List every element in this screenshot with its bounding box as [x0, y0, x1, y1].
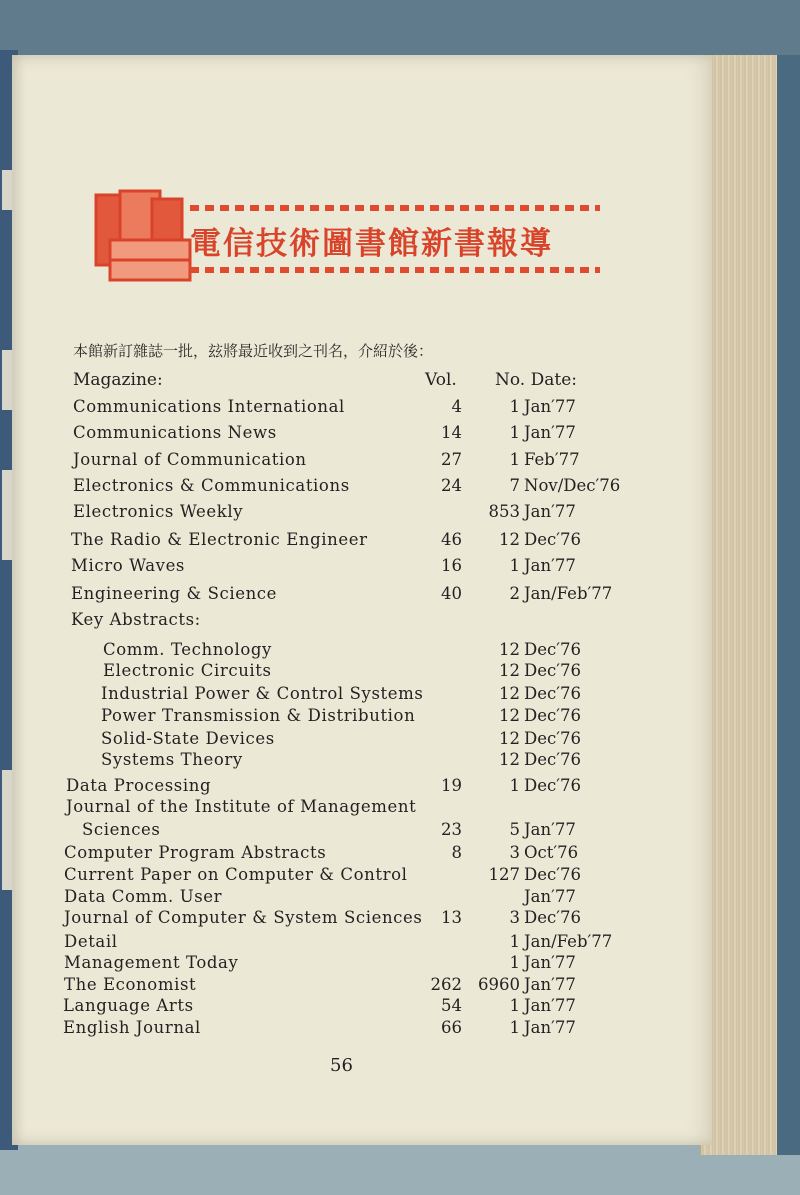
- magazine-name: Electronic Circuits: [103, 661, 272, 680]
- magazine-row: [0, 843, 800, 867]
- magazine-row: [0, 423, 800, 447]
- dashed-border-bottom: [190, 267, 600, 273]
- issue-number: 3: [509, 843, 520, 862]
- issue-number: 1: [509, 397, 520, 416]
- magazine-row: [0, 502, 800, 526]
- magazine-name: Data Processing: [66, 776, 212, 795]
- magazine-name: Sciences: [82, 820, 161, 839]
- issue-number: 1: [509, 556, 520, 575]
- magazine-name: Journal of the Institute of Management: [66, 797, 417, 816]
- magazine-name: Detail: [64, 932, 118, 951]
- issue-number: 1: [509, 953, 520, 972]
- issue-date: Jan′77: [524, 423, 576, 442]
- issue-number: 1: [509, 1018, 520, 1037]
- magazine-name: The Radio & Electronic Engineer: [71, 530, 368, 549]
- volume-number: 27: [441, 450, 462, 469]
- issue-number: 12: [499, 750, 520, 769]
- issue-number: 12: [499, 640, 520, 659]
- magazine-name: Computer Program Abstracts: [64, 843, 327, 862]
- issue-date: Dec′76: [524, 776, 581, 795]
- magazine-row: [0, 584, 800, 608]
- backdrop-top: [0, 0, 800, 60]
- magazine-name: Language Arts: [63, 996, 194, 1015]
- issue-date: Jan′77: [524, 502, 576, 521]
- magazine-name: Electronics & Communications: [73, 476, 350, 495]
- issue-number: 853: [488, 502, 520, 521]
- issue-number: 1: [509, 450, 520, 469]
- issue-number: 12: [499, 706, 520, 725]
- magazine-name: Systems Theory: [101, 750, 243, 769]
- magazine-name: Power Transmission & Distribution: [101, 706, 416, 725]
- volume-number: 19: [441, 776, 462, 795]
- issue-date: Dec′76: [524, 706, 581, 725]
- volume-number: 23: [441, 820, 462, 839]
- issue-number: 1: [509, 776, 520, 795]
- issue-date: Dec′76: [524, 640, 581, 659]
- issue-date: Dec′76: [524, 729, 581, 748]
- issue-number: 127: [488, 865, 520, 884]
- magazine-name: Current Paper on Computer & Control: [64, 865, 408, 884]
- issue-date: Nov/Dec′76: [524, 476, 621, 495]
- issue-date: Jan′77: [524, 996, 576, 1015]
- magazine-row: [0, 908, 800, 932]
- issue-date: Dec′76: [524, 865, 581, 884]
- issue-date: Dec′76: [524, 908, 581, 927]
- issue-date: Dec′76: [524, 530, 581, 549]
- magazine-name: Engineering & Science: [71, 584, 278, 603]
- magazine-row: [0, 450, 800, 474]
- magazine-name: Electronics Weekly: [73, 502, 244, 521]
- issue-number: 12: [499, 530, 520, 549]
- magazine-row: [0, 476, 800, 500]
- issue-number: 1: [509, 423, 520, 442]
- issue-date: Jan′77: [524, 975, 576, 994]
- magazine-row: [0, 661, 800, 685]
- volume-number: 8: [451, 843, 462, 862]
- column-header-magazine: Magazine:: [73, 370, 163, 390]
- magazine-row: [0, 1018, 800, 1042]
- magazine-row: [0, 610, 800, 634]
- banner-title: 電信技術圖書館新書報導: [190, 226, 553, 262]
- intro-text: 本館新訂雜誌一批，玆將最近收到之刊名，介紹於後：: [73, 342, 434, 360]
- magazine-name: Communications News: [73, 423, 277, 442]
- magazine-name: Industrial Power & Control Systems: [101, 684, 424, 703]
- volume-number: 24: [441, 476, 462, 495]
- column-header-vol: Vol.: [425, 370, 457, 390]
- magazine-name: The Economist: [64, 975, 197, 994]
- volume-number: 66: [441, 1018, 462, 1037]
- volume-number: 40: [441, 584, 462, 603]
- issue-date: Oct′76: [524, 843, 579, 862]
- issue-date: Feb′77: [524, 450, 580, 469]
- volume-number: 13: [441, 908, 462, 927]
- volume-number: 16: [441, 556, 462, 575]
- magazine-name: Solid-State Devices: [101, 729, 275, 748]
- magazine-name: Communications International: [73, 397, 345, 416]
- magazine-row: [0, 556, 800, 580]
- page-number: 56: [330, 1055, 353, 1076]
- magazine-row: [0, 397, 800, 421]
- volume-number: 46: [441, 530, 462, 549]
- issue-date: Dec′76: [524, 750, 581, 769]
- issue-date: Jan′77: [524, 556, 576, 575]
- volume-number: 14: [441, 423, 462, 442]
- issue-date: Jan′77: [524, 397, 576, 416]
- magazine-name: Data Comm. User: [64, 887, 223, 906]
- volume-number: 262: [430, 975, 462, 994]
- magazine-row: [0, 750, 800, 774]
- magazine-row: [0, 706, 800, 730]
- issue-number: 12: [499, 661, 520, 680]
- volume-number: 4: [451, 397, 462, 416]
- magazine-name: Journal of Computer & System Sciences: [64, 908, 423, 927]
- issue-number: 3: [509, 908, 520, 927]
- issue-number: 1: [509, 932, 520, 951]
- issue-date: Dec′76: [524, 684, 581, 703]
- issue-date: Jan′77: [524, 887, 576, 906]
- issue-date: Jan′77: [524, 953, 576, 972]
- magazine-name: Management Today: [64, 953, 239, 972]
- issue-number: 1: [509, 996, 520, 1015]
- issue-number: 5: [509, 820, 520, 839]
- magazine-name: English Journal: [63, 1018, 201, 1037]
- issue-date: Jan/Feb′77: [524, 584, 613, 603]
- dashed-border-top: [190, 205, 600, 211]
- magazine-row: [0, 820, 800, 844]
- issue-date: Jan′77: [524, 1018, 576, 1037]
- issue-number: 12: [499, 729, 520, 748]
- magazine-row: [0, 996, 800, 1020]
- magazine-name: Journal of Communication: [73, 450, 307, 469]
- issue-number: 2: [509, 584, 520, 603]
- magazine-row: [0, 530, 800, 554]
- magazine-row: [0, 797, 800, 821]
- issue-number: 6960: [478, 975, 520, 994]
- magazine-name: Micro Waves: [71, 556, 185, 575]
- magazine-name: Key Abstracts:: [71, 610, 201, 629]
- magazine-row: [0, 684, 800, 708]
- issue-date: Jan′77: [524, 820, 576, 839]
- books-icon: [90, 185, 200, 285]
- magazine-row: [0, 953, 800, 977]
- library-banner: [80, 130, 610, 290]
- backdrop-bottom: [0, 1150, 800, 1195]
- issue-date: Jan/Feb′77: [524, 932, 613, 951]
- volume-number: 54: [441, 996, 462, 1015]
- column-header-no-date: No. Date:: [495, 370, 578, 390]
- magazine-name: Comm. Technology: [103, 640, 272, 659]
- issue-number: 12: [499, 684, 520, 703]
- magazine-row: [0, 865, 800, 889]
- issue-number: 7: [509, 476, 520, 495]
- issue-date: Dec′76: [524, 661, 581, 680]
